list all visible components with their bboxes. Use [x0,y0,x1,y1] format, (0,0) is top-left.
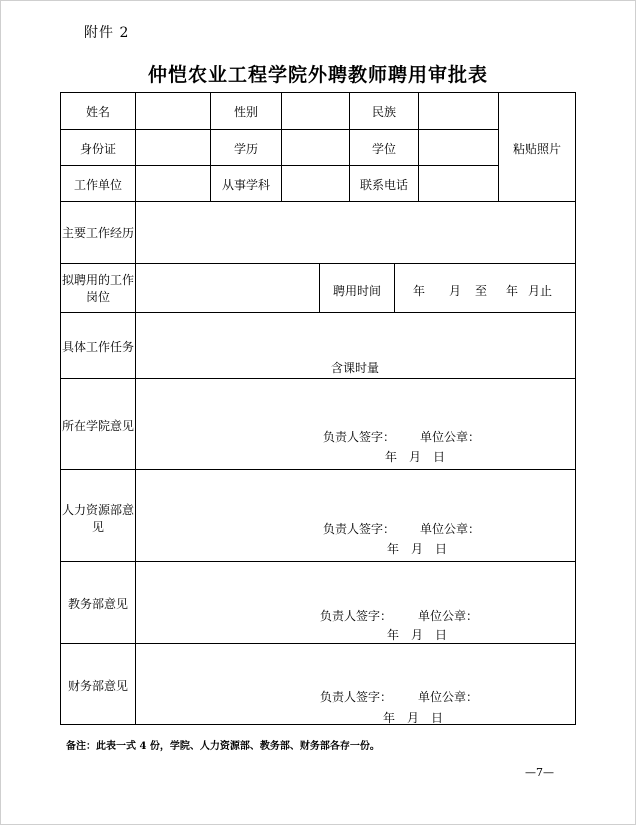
year-2: 年 [506,284,519,298]
row-line [60,263,576,264]
finance-opinion-label: 财务部意见 [67,679,128,693]
col-line [135,92,136,725]
date-label: 年 月 日 [387,542,448,556]
month-1: 月 [449,284,462,298]
footer-note: 备注：此表一式 4 份，学院、人力资源部、教务部、财务部各存一份。 [66,741,380,752]
col-line [281,92,282,202]
row-line [60,378,576,379]
row-line [60,312,576,313]
position-label: 拟聘用的工作岗位 [61,273,134,304]
seal-label: 单位公章： [420,430,481,444]
year-1: 年 [413,284,426,298]
education-label: 学历 [233,142,258,156]
form-title: 仲恺农业工程学院外聘教师聘用审批表 [147,64,488,86]
photo-label: 粘贴照片 [512,142,561,156]
row-line [60,165,498,166]
signature-label: 负责人签字： [320,609,393,623]
seal-label: 单位公章： [418,609,479,623]
phone-label: 联系电话 [359,178,408,192]
date-label: 年 月 日 [387,628,448,642]
row-line [60,643,576,644]
attachment-label: 附件 2 [84,25,130,41]
row-line [60,561,576,562]
seal-label: 单位公章： [420,522,481,536]
seal-label: 单位公章： [418,690,479,704]
row-line [60,469,576,470]
hire-time-label: 聘用时间 [332,284,381,298]
name-label: 姓名 [85,105,110,119]
gender-label: 性别 [233,105,258,119]
signature-label: 负责人签字： [323,522,396,536]
table-border-right [575,92,576,725]
hours-label: 含课时量 [331,361,380,375]
signature-label: 负责人签字： [323,430,396,444]
signature-label: 负责人签字： [320,690,393,704]
to-label: 至 [475,284,488,298]
month-end: 月止 [528,284,553,298]
hr-opinion-label: 人力资源部意见 [61,503,134,534]
college-opinion-label: 所在学院意见 [61,419,134,433]
experience-label: 主要工作经历 [61,226,134,240]
discipline-label: 从事学科 [221,178,270,192]
employer-label: 工作单位 [73,178,122,192]
date-label: 年 月 日 [383,711,444,725]
col-line [394,263,395,313]
table-border-bottom [60,724,576,725]
ethnicity-label: 民族 [371,105,396,119]
page-number: —7— [525,766,554,779]
row-line [60,129,498,130]
col-line [418,92,419,202]
degree-label: 学位 [371,142,396,156]
id-card-label: 身份证 [79,142,116,156]
academic-opinion-label: 教务部意见 [67,597,128,611]
date-label: 年 月 日 [385,450,446,464]
task-label: 具体工作任务 [61,340,134,354]
